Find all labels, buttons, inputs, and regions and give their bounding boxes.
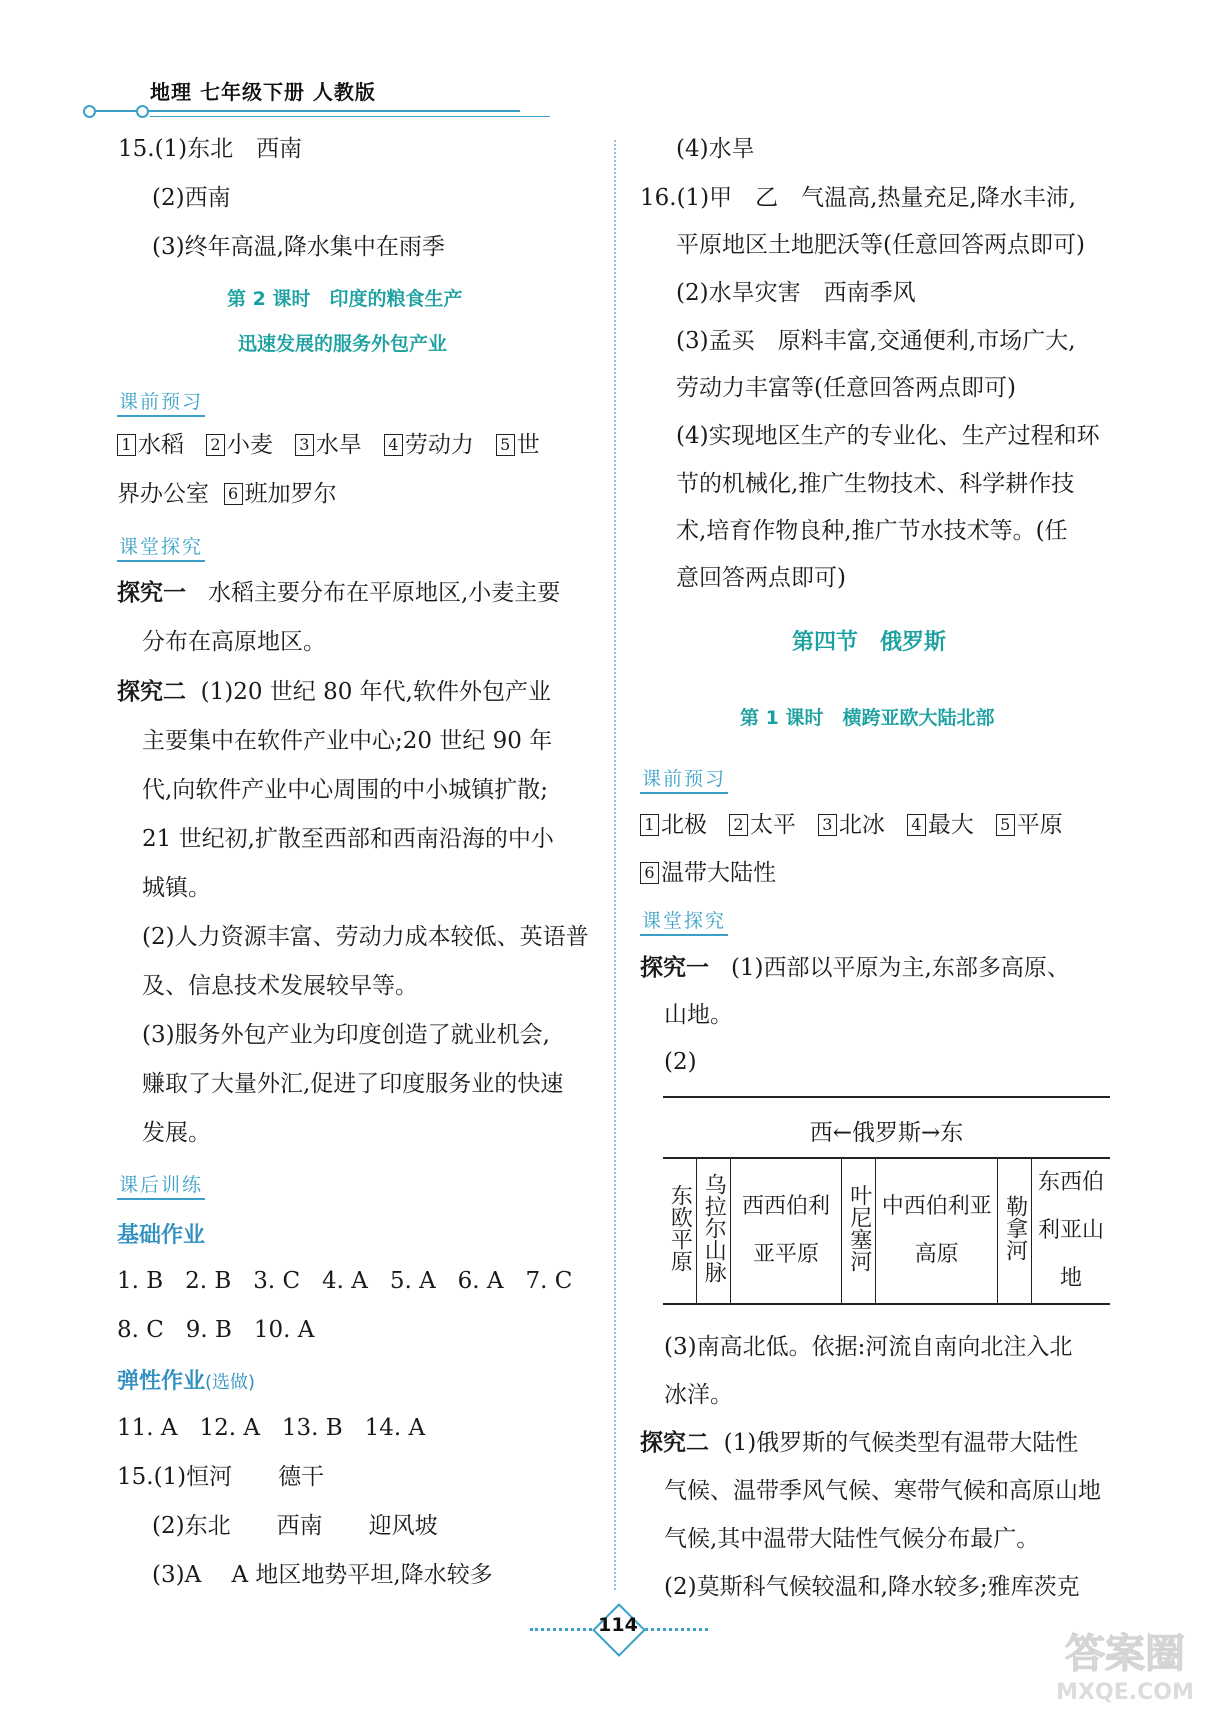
- preview-answers-2: 界办公室 6 班加罗尔: [117, 481, 337, 507]
- mc-answer: 6. A: [457, 1268, 504, 1294]
- svg-text:答案圈: 答案圈: [1065, 1631, 1185, 1677]
- tag-preview-right: 课前预习: [640, 764, 728, 794]
- q15-line-3: (3)A A 地区地势平坦,降水较多: [152, 1562, 493, 1588]
- r-explore-2-line-4: (2)莫斯科气候较温和,降水较多;雅库茨克: [664, 1574, 1080, 1600]
- mc-answer: 1. B: [117, 1268, 164, 1294]
- table-cell: 东西伯利亚山地: [1037, 1170, 1104, 1291]
- r-line-2: 16.(1)甲 乙 气温高,热量充足,降水丰沛,: [640, 185, 1077, 211]
- table-cell: 乌拉尔山脉: [701, 1172, 727, 1283]
- header-dot-right: [136, 105, 149, 118]
- mc-answer: 10. A: [253, 1317, 315, 1343]
- r-explore-1-line-5: 冰洋。: [664, 1382, 733, 1408]
- column-divider: [614, 140, 616, 1590]
- explore-2-line-4: 21 世纪初,扩散至西部和西南沿海的中小: [142, 826, 554, 852]
- tag-after-class: 课后训练: [117, 1170, 205, 1200]
- q15-line-1: 15.(1)恒河 德干: [117, 1464, 325, 1490]
- r-line-7: (4)实现地区生产的专业化、生产过程和环: [676, 423, 1100, 449]
- preview-answers-right: 1 北极 2 太平 3 北冰 4 最大 5 平原: [640, 810, 1063, 840]
- explore-2-line-8: (3)服务外包产业为印度创造了就业机会,: [142, 1022, 550, 1048]
- page-number-dots-left: [530, 1628, 598, 1631]
- table-top-rule: [663, 1096, 1110, 1098]
- r-line-4: (2)水旱灾害 西南季风: [676, 280, 916, 306]
- r-line-10: 意回答两点即可): [676, 565, 846, 591]
- r-line-5: (3)孟买 原料丰富,交通便利,市场广大,: [676, 328, 1076, 354]
- mc-answer: 12. A: [199, 1415, 260, 1441]
- r-explore-1-line-4: (3)南高北低。依据:河流自南向北注入北: [664, 1334, 1073, 1360]
- watermark-logo: [1040, 1619, 1210, 1707]
- table-heading: 西←俄罗斯→东: [809, 1120, 964, 1146]
- explore-2-line-5: 城镇。: [142, 875, 211, 901]
- answer-15-1: 15.(1)东北 西南: [118, 136, 303, 162]
- r-line-3: 平原地区土地肥沃等(任意回答两点即可): [676, 232, 1085, 258]
- explore-2-line-2: 主要集中在软件产业中心;20 世纪 90 年: [142, 728, 553, 754]
- lesson-title-right: 第 1 课时 横跨亚欧大陆北部: [740, 707, 995, 729]
- mc-answer: 2. B: [185, 1268, 232, 1294]
- table-cell: 西西伯利亚平原: [741, 1194, 830, 1267]
- r-explore-1-line-3: (2): [664, 1049, 697, 1075]
- mc-answer: 9. B: [185, 1317, 232, 1343]
- table-cell: 勒拿河: [1002, 1194, 1028, 1261]
- lesson-title-2: 迅速发展的服务外包产业: [238, 333, 448, 355]
- r-line-1: (4)水旱: [676, 136, 755, 162]
- page-number: 114: [598, 1614, 638, 1636]
- r-explore-2-line-1: 探究二 (1)俄罗斯的气候类型有温带大陆性: [640, 1430, 1079, 1456]
- page-number-dots-right: [638, 1628, 708, 1631]
- mc-answer: 5. A: [389, 1268, 436, 1294]
- preview-answers-right-2: 6 温带大陆性: [640, 858, 776, 888]
- r-explore-1-line-2: 山地。: [664, 1002, 733, 1028]
- svg-text:MXQE.COM: MXQE.COM: [1056, 1680, 1194, 1705]
- answer-15-2: (2)西南: [152, 185, 231, 211]
- mc-answer: 7. C: [525, 1268, 573, 1294]
- tag-class-right: 课堂探究: [640, 906, 728, 936]
- q15-line-2: (2)东北 西南 迎风坡: [152, 1513, 438, 1539]
- mc-answer: 8. C: [117, 1317, 164, 1343]
- mc-answer: 3. C: [253, 1268, 301, 1294]
- mc-answer: 14. A: [364, 1415, 426, 1441]
- explore-2-line-3: 代,向软件产业中心周围的中小城镇扩散;: [142, 777, 549, 803]
- explore-2-line-7: 及、信息技术发展较早等。: [142, 973, 418, 999]
- explore-2-line-1: 探究二 (1)20 世纪 80 年代,软件外包产业: [117, 679, 551, 705]
- flex-homework-heading: 弹性作业(选做): [117, 1369, 256, 1394]
- r-explore-2-line-2: 气候、温带季风气候、寒带气候和高原山地: [664, 1478, 1101, 1504]
- explore-1-line-2: 分布在高原地区。: [142, 629, 326, 655]
- table-cell: 中西伯利亚高原: [881, 1194, 992, 1267]
- r-line-6: 劳动力丰富等(任意回答两点即可): [676, 375, 1016, 401]
- r-line-9: 术,培育作物良种,推广节水技术等。(任: [676, 518, 1068, 544]
- mc-answers-row-3: [117, 1413, 425, 1443]
- explore-2-line-6: (2)人力资源丰富、劳动力成本较低、英语普: [142, 924, 589, 950]
- mc-answer: 11. A: [117, 1415, 178, 1441]
- header-rule-2: [150, 116, 550, 117]
- preview-answers: 1 水稻 2 小麦 3 水旱 4 劳动力 5 世: [117, 430, 540, 460]
- tag-preview: 课前预习: [117, 387, 205, 417]
- table-cell: 叶尼塞河: [846, 1183, 872, 1272]
- terrain-table: [663, 1157, 1110, 1305]
- header-rule: [94, 110, 520, 112]
- table-cell: 东欧平原: [667, 1183, 693, 1272]
- mc-answers-row-2: [117, 1315, 314, 1345]
- mc-answer: 13. B: [281, 1415, 343, 1441]
- r-explore-1-line-1: 探究一 (1)西部以平原为主,东部多高原、: [640, 955, 1070, 981]
- running-header: 地理 七年级下册 人教版: [150, 80, 376, 104]
- explore-1-line-1: 探究一 水稻主要分布在平原地区,小麦主要: [117, 580, 561, 606]
- r-line-8: 节的机械化,推广生物技术、科学耕作技: [676, 471, 1075, 497]
- mc-answer: 4. A: [322, 1268, 368, 1294]
- answer-15-3: (3)终年高温,降水集中在雨季: [152, 234, 445, 260]
- explore-2-line-9: 赚取了大量外汇,促进了印度服务业的快速: [142, 1071, 564, 1097]
- mc-answers-row-1: [117, 1266, 572, 1296]
- r-explore-2-line-3: 气候,其中温带大陆性气候分布最广。: [664, 1526, 1040, 1552]
- explore-2-line-10: 发展。: [142, 1120, 211, 1146]
- section-title: 第四节 俄罗斯: [792, 630, 947, 655]
- tag-class: 课堂探究: [117, 532, 205, 562]
- basic-homework-heading: 基础作业: [117, 1223, 206, 1248]
- lesson-title-1: 第 2 课时 印度的粮食生产: [227, 288, 463, 310]
